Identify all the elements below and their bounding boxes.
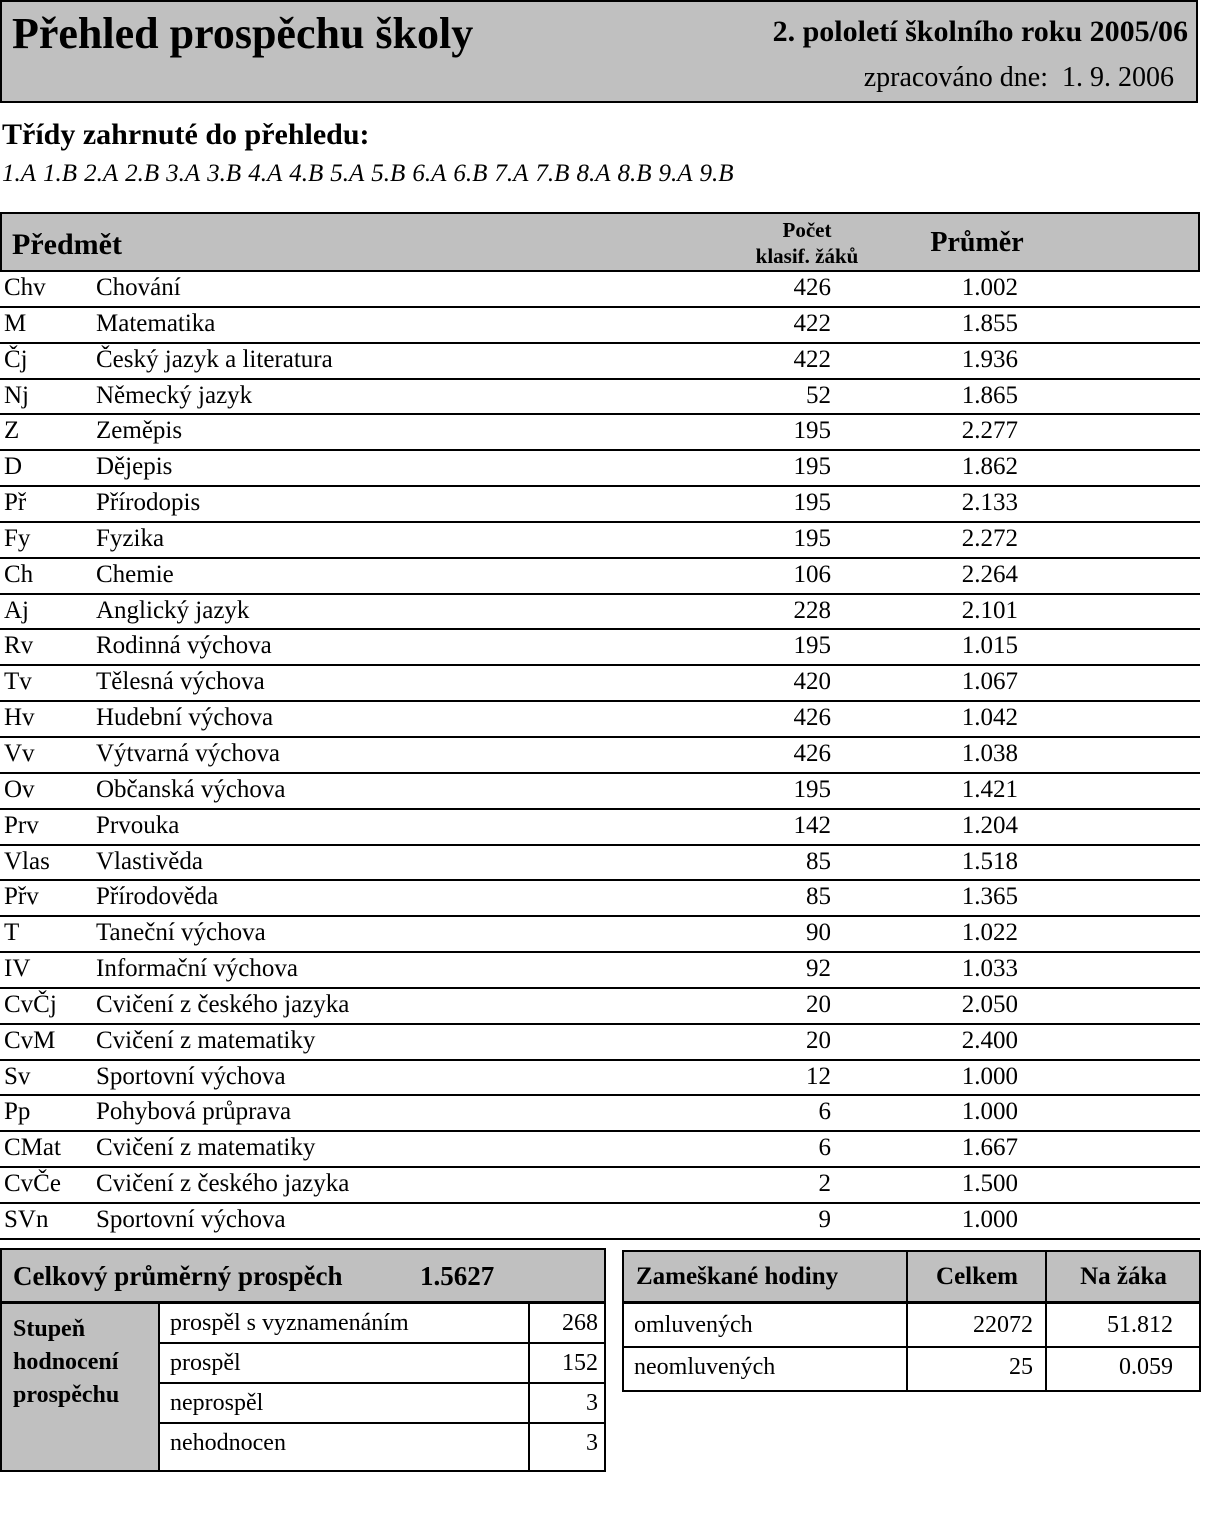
grade-column-divider (528, 1304, 530, 1470)
subjects-table-header (0, 212, 1200, 272)
absences-header (624, 1252, 1199, 1304)
classified-count: 20 (806, 990, 831, 1018)
subject-code: Pp (4, 1098, 31, 1126)
classified-count: 85 (806, 883, 831, 911)
subject-name: Taneční výchova (96, 919, 266, 947)
class-label: 8.B (617, 160, 652, 187)
subject-average: 1.002 (961, 274, 1018, 301)
subject-average: 1.667 (961, 1134, 1018, 1162)
subject-code: Aj (4, 596, 29, 624)
subject-code: M (4, 309, 27, 337)
grade-rows (160, 1304, 604, 1464)
subject-name: Sportovní výchova (96, 1205, 286, 1233)
table-row (0, 917, 1200, 953)
classified-count: 422 (793, 345, 831, 373)
subject-name: Rodinná výchova (96, 632, 272, 660)
subject-name: Pohybová průprava (96, 1098, 292, 1126)
subject-name: Výtvarná výchova (96, 739, 280, 767)
subject-code: Přv (4, 883, 39, 911)
subject-average: 1.204 (961, 811, 1018, 839)
classified-count: 195 (793, 632, 831, 660)
report-header (0, 0, 1198, 103)
subject-code: Hv (4, 704, 35, 732)
class-label: 6.B (453, 160, 488, 187)
classified-count: 90 (806, 919, 831, 947)
subject-average: 1.000 (961, 1098, 1018, 1126)
table-row (0, 989, 1200, 1025)
class-label: 4.A (248, 160, 283, 187)
classified-count: 2 (818, 1170, 831, 1198)
classified-count: 420 (793, 668, 831, 696)
subject-average: 1.421 (961, 775, 1018, 803)
absences-row-unexcused (624, 1348, 1199, 1389)
classes-title: Třídy zahrnuté do přehledu: (2, 118, 370, 151)
classified-count: 195 (793, 775, 831, 803)
classified-count: 6 (818, 1098, 831, 1126)
subject-code: Čj (4, 345, 28, 373)
classified-count: 422 (793, 309, 831, 337)
subject-name: Chování (96, 274, 181, 301)
subject-average: 1.855 (961, 309, 1018, 337)
column-header-count-line2: klasif. žáků (755, 244, 859, 268)
grade-row (160, 1344, 604, 1384)
subject-name: Dějepis (96, 453, 173, 481)
subject-average: 2.272 (961, 524, 1018, 552)
classified-count: 85 (806, 847, 831, 875)
subject-code: IV (4, 955, 31, 983)
subject-name: Občanská výchova (96, 775, 286, 803)
grade-label-line: Stupeň (13, 1316, 86, 1342)
table-row (0, 774, 1200, 810)
column-header-count-line1: Počet (782, 218, 832, 242)
subject-average: 1.033 (961, 955, 1018, 983)
table-row (0, 415, 1200, 451)
table-row (0, 1132, 1200, 1168)
subject-average: 1.862 (961, 453, 1018, 481)
subject-name: Matematika (96, 309, 216, 337)
class-label: 9.A (658, 160, 693, 187)
table-row (0, 272, 1200, 308)
subject-average: 1.865 (961, 381, 1018, 409)
school-period: 2. pololetí školního roku 2005/06 (772, 15, 1188, 48)
table-row (0, 523, 1200, 559)
processed-label: zpracováno dne: (863, 62, 1048, 93)
subject-name: Přírodopis (96, 489, 201, 517)
table-row (0, 846, 1200, 882)
subject-code: CvM (4, 1026, 56, 1054)
class-label: 7.B (535, 160, 570, 187)
table-row (0, 344, 1200, 380)
classified-count: 52 (806, 381, 831, 409)
grade-label-line: hodnocení (13, 1349, 119, 1375)
class-label: 6.A (412, 160, 447, 187)
subject-average: 2.400 (961, 1026, 1018, 1054)
subject-name: Cvičení z českého jazyka (96, 1170, 350, 1198)
absences-row-total: 22072 (973, 1312, 1033, 1338)
table-row (0, 1204, 1200, 1240)
subject-name: Přírodověda (96, 883, 219, 911)
subject-code: Prv (4, 811, 39, 839)
subject-average: 1.365 (961, 883, 1018, 911)
grade-label (13, 1313, 119, 1412)
class-label: 2.A (84, 160, 119, 187)
class-label: 1.B (43, 160, 78, 187)
classified-count: 426 (793, 739, 831, 767)
table-row (0, 666, 1200, 702)
grade-label-cell (2, 1304, 160, 1470)
subject-code: CvČe (4, 1170, 61, 1198)
table-row (0, 881, 1200, 917)
subject-average: 1.500 (961, 1170, 1018, 1198)
subject-code: Vv (4, 739, 35, 767)
subject-average: 1.518 (961, 847, 1018, 875)
subjects-table-body (0, 272, 1200, 1240)
subject-code: CMat (4, 1134, 61, 1162)
table-row (0, 595, 1200, 631)
subject-name: Fyzika (96, 524, 165, 552)
table-row (0, 487, 1200, 523)
subject-average: 2.277 (961, 417, 1018, 445)
classified-count: 195 (793, 453, 831, 481)
grade-row-label: prospěl (170, 1350, 241, 1376)
classified-count: 195 (793, 417, 831, 445)
grade-row-value: 3 (586, 1430, 598, 1456)
subject-code: CvČj (4, 990, 57, 1018)
absences-row-per-student: 51.812 (1107, 1312, 1173, 1338)
classified-count: 426 (793, 274, 831, 301)
column-header-subject: Předmět (12, 228, 122, 261)
class-label: 1.A (2, 160, 37, 187)
classified-count: 142 (793, 811, 831, 839)
classified-count: 195 (793, 489, 831, 517)
subject-code: Rv (4, 632, 34, 660)
class-label: 3.B (207, 160, 242, 187)
subject-code: Sv (4, 1062, 31, 1090)
table-row (0, 1168, 1200, 1204)
page-title: Přehled prospěchu školy (12, 9, 474, 58)
absences-row-per-student: 0.059 (1119, 1354, 1173, 1380)
subject-name: Zeměpis (96, 417, 183, 445)
subject-name: Anglický jazyk (96, 596, 250, 624)
absences-panel (622, 1250, 1201, 1392)
subject-code: Z (4, 417, 20, 445)
column-header-average: Průměr (930, 227, 1024, 258)
class-label: 8.A (576, 160, 611, 187)
class-label: 2.B (125, 160, 160, 187)
classified-count: 195 (793, 524, 831, 552)
overall-summary-panel (0, 1248, 606, 1472)
subject-average: 1.936 (961, 345, 1018, 373)
subject-average: 1.067 (961, 668, 1018, 696)
grade-row (160, 1384, 604, 1424)
classified-count: 426 (793, 704, 831, 732)
subject-code: Nj (4, 381, 29, 409)
subject-average: 2.133 (961, 489, 1018, 517)
classified-count: 12 (806, 1062, 831, 1090)
subject-average: 1.038 (961, 739, 1018, 767)
subject-code: Chv (4, 274, 46, 301)
table-row (0, 380, 1200, 416)
subject-name: Cvičení z matematiky (96, 1134, 316, 1162)
grade-row-value: 3 (586, 1390, 598, 1416)
subject-code: Př (4, 489, 27, 517)
subject-code: Ch (4, 560, 34, 588)
absences-row-label: omluvených (634, 1312, 753, 1338)
absences-row-total: 25 (1009, 1354, 1033, 1380)
absences-col-per-student: Na žáka (1080, 1263, 1167, 1290)
subject-name: Cvičení z českého jazyka (96, 990, 350, 1018)
processed-date: 1. 9. 2006 (1062, 62, 1174, 93)
classified-count: 228 (793, 596, 831, 624)
subject-code: Tv (4, 668, 32, 696)
classified-count: 106 (793, 560, 831, 588)
overall-average-bar (2, 1250, 604, 1304)
grade-row (160, 1304, 604, 1344)
class-label: 5.A (330, 160, 365, 187)
table-row (0, 308, 1200, 344)
table-row (0, 559, 1200, 595)
table-row (0, 953, 1200, 989)
column-header-count (745, 217, 869, 269)
classified-count: 20 (806, 1026, 831, 1054)
table-row (0, 702, 1200, 738)
overall-average-label: Celkový průměrný prospěch (13, 1261, 343, 1291)
subject-name: Informační výchova (96, 955, 299, 983)
absences-row-excused (624, 1306, 1199, 1347)
subject-average: 1.042 (961, 704, 1018, 732)
grade-row-label: neprospěl (170, 1390, 264, 1416)
grade-label-line: prospěchu (13, 1382, 120, 1408)
subject-average: 2.264 (961, 560, 1018, 588)
subject-code: SVn (4, 1205, 49, 1233)
subject-name: Sportovní výchova (96, 1062, 286, 1090)
overall-average-value: 1.5627 (420, 1261, 495, 1291)
absences-col-total: Celkem (936, 1263, 1018, 1290)
class-label: 5.B (371, 160, 406, 187)
subject-name: Český jazyk a literatura (96, 345, 333, 373)
subject-name: Prvouka (96, 811, 180, 839)
class-label: 7.A (494, 160, 529, 187)
subject-name: Chemie (96, 560, 174, 588)
table-row (0, 1025, 1200, 1061)
subject-average: 1.022 (961, 919, 1018, 947)
table-row (0, 738, 1200, 774)
classified-count: 92 (806, 955, 831, 983)
subject-name: Cvičení z matematiky (96, 1026, 316, 1054)
table-row (0, 451, 1200, 487)
subject-name: Tělesná výchova (96, 668, 265, 696)
subject-code: Vlas (4, 847, 50, 875)
table-row (0, 630, 1200, 666)
class-label: 3.A (166, 160, 201, 187)
subject-code: T (4, 919, 20, 947)
grade-row-label: nehodnocen (170, 1430, 286, 1456)
subject-code: D (4, 453, 23, 481)
processed-date-line (864, 62, 1174, 94)
subject-code: Ov (4, 775, 35, 803)
grade-row (160, 1424, 604, 1464)
classified-count: 6 (818, 1134, 831, 1162)
subject-code: Fy (4, 524, 31, 552)
class-label: 4.B (289, 160, 324, 187)
subject-average: 1.015 (961, 632, 1018, 660)
grade-row-label: prospěl s vyznamenáním (170, 1310, 409, 1336)
absences-row-label: neomluvených (634, 1354, 776, 1380)
subject-name: Vlastivěda (96, 847, 203, 875)
subject-average: 2.050 (961, 990, 1018, 1018)
classified-count: 9 (818, 1205, 831, 1233)
grade-row-value: 268 (562, 1310, 598, 1336)
class-label: 9.B (699, 160, 734, 187)
subject-average: 1.000 (961, 1062, 1018, 1090)
subject-average: 1.000 (961, 1205, 1018, 1233)
table-row (0, 1096, 1200, 1132)
subject-average: 2.101 (961, 596, 1018, 624)
grade-row-value: 152 (562, 1350, 598, 1376)
classes-list (2, 160, 741, 188)
subject-name: Hudební výchova (96, 704, 274, 732)
subject-name: Německý jazyk (96, 381, 253, 409)
table-row (0, 1061, 1200, 1097)
absences-title: Zameškané hodiny (636, 1263, 839, 1290)
table-row (0, 810, 1200, 846)
